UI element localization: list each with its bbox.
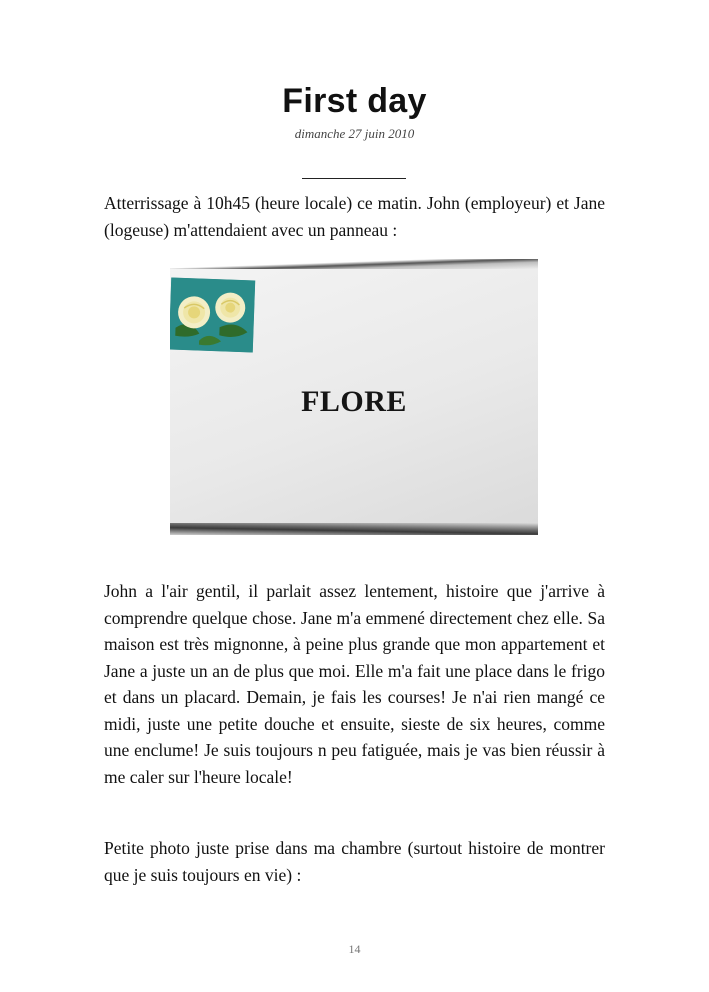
page-number: 14 (348, 942, 361, 956)
photo-top-edge (170, 259, 538, 269)
yellow-roses-icon (170, 278, 255, 353)
photo-bottom-edge (170, 523, 538, 535)
title-divider (302, 178, 406, 179)
paragraph-arrival: Atterrissage à 10h45 (heure locale) ce matin. John (employeur) et Jane (logeuse) m'attendaient avec un panneau : (104, 193, 605, 240)
sign-text: FLORE (301, 385, 407, 418)
post-date: dimanche 27 juin 2010 (294, 126, 415, 141)
paragraph-photo-intro: Petite photo juste prise dans ma chambre (surtout histoire de montrer que je suis toujours en vie) : (104, 838, 605, 885)
paragraph-description: John a l'air gentil, il parlait assez lentement, histoire que j'arrive à comprendre quelque chose. Jane m'a emmené directement chez elle. Sa maison est très mignonne, à peine plus grande que mon appartement et Jane a juste un an de plus que moi. Elle m'a fait une place dans le frigo et dans un placard. Demain, je fais les courses! Je n'ai rien mangé ce midi, juste une petite douche et ensuite, sieste de six heures, comme une enclume! Je suis toujours n peu fatiguée, mais je vas bien réussir à me caler sur l'heure locale! (104, 581, 605, 787)
page-title: First day (282, 82, 427, 120)
sign-photo (170, 259, 538, 535)
